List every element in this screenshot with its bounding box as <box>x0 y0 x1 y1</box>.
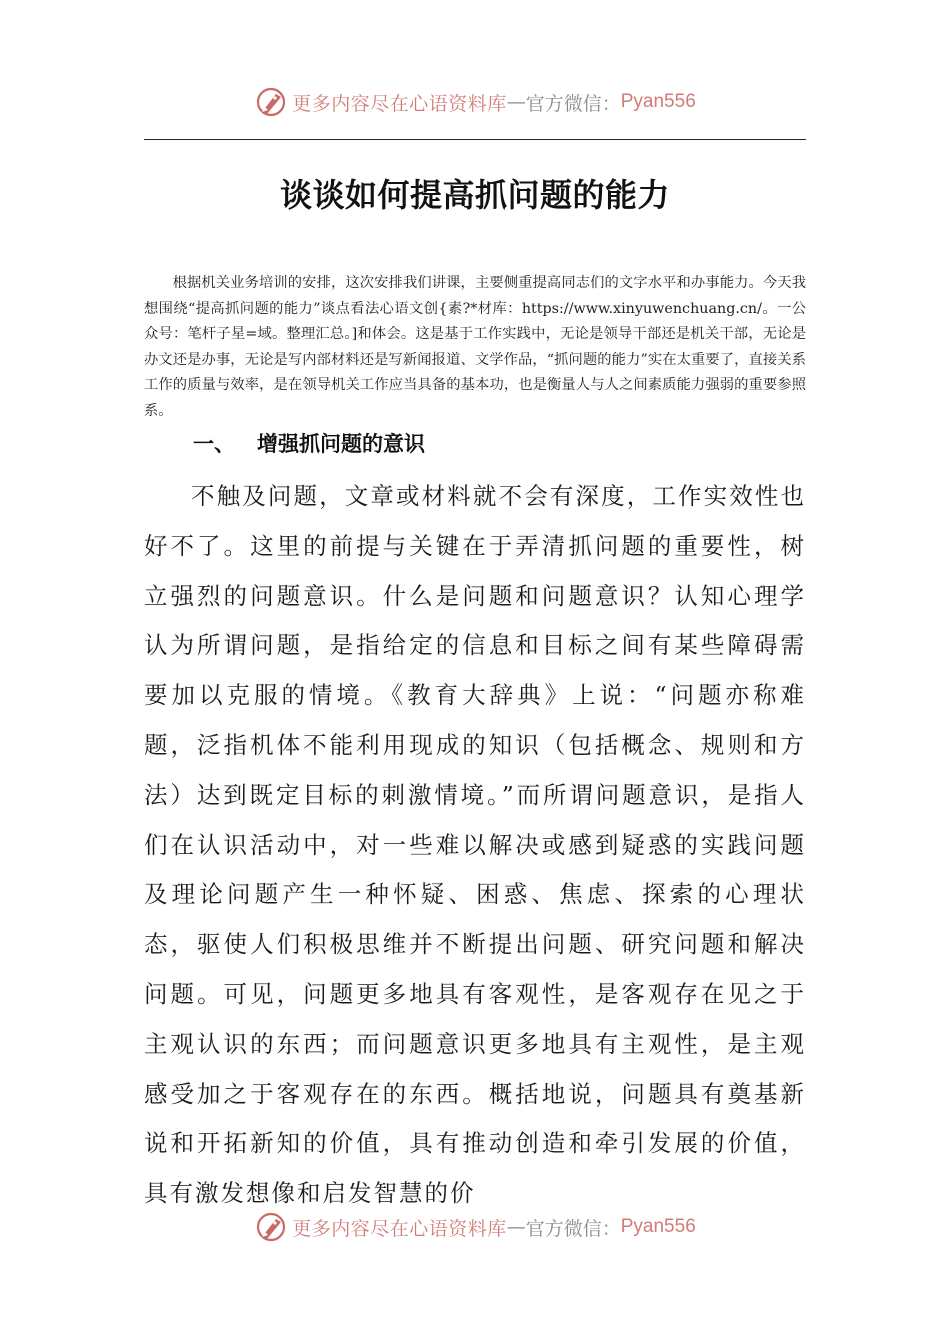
intro-paragraph: 根据机关业务培训的安排，这次安排我们讲课，主要侧重提高同志们的文字水平和办事能力。今天我想围绕“提高抓问题的能力”谈点看法心语文创{素?*材库：https://www.xinyuwenchuang.cn/。一公众号：笔杆子星=域。整理汇总。]和体会。这是基于工作实践中，无论是领导干部还是机关干部，无论是办文还是办事，无论是写内部材料还是写新闻报道、文学作品，“抓问题的能力”实在太重要了，直接关系工作的质量与效率，是在领导机关工作应当具备的基本功，也是衡量人与人之间素质能力强弱的重要参照系。 <box>144 275 806 419</box>
banner-wechat-label: 官方微信： <box>525 92 621 115</box>
pen-nib-logo-icon <box>254 1210 288 1244</box>
document-title: 谈谈如何提高抓问题的能力 <box>279 176 670 214</box>
section-heading-text: 增强抓问题的意识 <box>257 432 425 456</box>
header-divider <box>144 139 806 140</box>
footer-banner <box>0 1207 950 1247</box>
banner-wechat-id: Pyan556 <box>620 1216 696 1237</box>
banner-wechat-id: Pyan556 <box>620 91 696 112</box>
header-banner <box>0 82 950 122</box>
banner-brand-text: 更多内容尽在心语资料库 <box>292 92 507 115</box>
banner-dash: — <box>506 1216 526 1238</box>
section-number: 一、 <box>193 432 235 456</box>
pen-nib-logo-icon <box>254 85 288 119</box>
banner-wechat-label: 官方微信： <box>525 1217 621 1240</box>
banner-dash: — <box>506 91 526 113</box>
body-paragraph: 不触及问题，文章或材料就不会有深度，工作实效性也好不了。这里的前提与关键在于弄清抓问题的重要性，树立强烈的问题意识。什么是问题和问题意识？认知心理学认为所谓问题，是指给定的信息和目标之间有某些障碍需要加以克服的情境。《教育大辞典》上说：“问题亦称难题，泛指机体不能利用现成的知识（包括概念、规则和方法）达到既定目标的刺激情境。”而所谓问题意识，是指人们在认识活动中，对一些难以解决或感到疑惑的实践问题及理论问题产生一种怀疑、困惑、焦虑、探索的心理状态，驱使人们积极思维并不断提出问题、研究问题和解决问题。可见，问题更多地具有客观性，是客观存在见之于主观认识的东西；而问题意识更多地具有主观性，是主观感受加之于客观存在的东西。概括地说，问题具有奠基新说和开拓新知的价值，具有推动创造和牵引发展的价值，具有激发想像和启发智慧的价 <box>144 482 806 1208</box>
section-heading <box>193 428 425 458</box>
banner-brand-text: 更多内容尽在心语资料库 <box>292 1217 507 1240</box>
